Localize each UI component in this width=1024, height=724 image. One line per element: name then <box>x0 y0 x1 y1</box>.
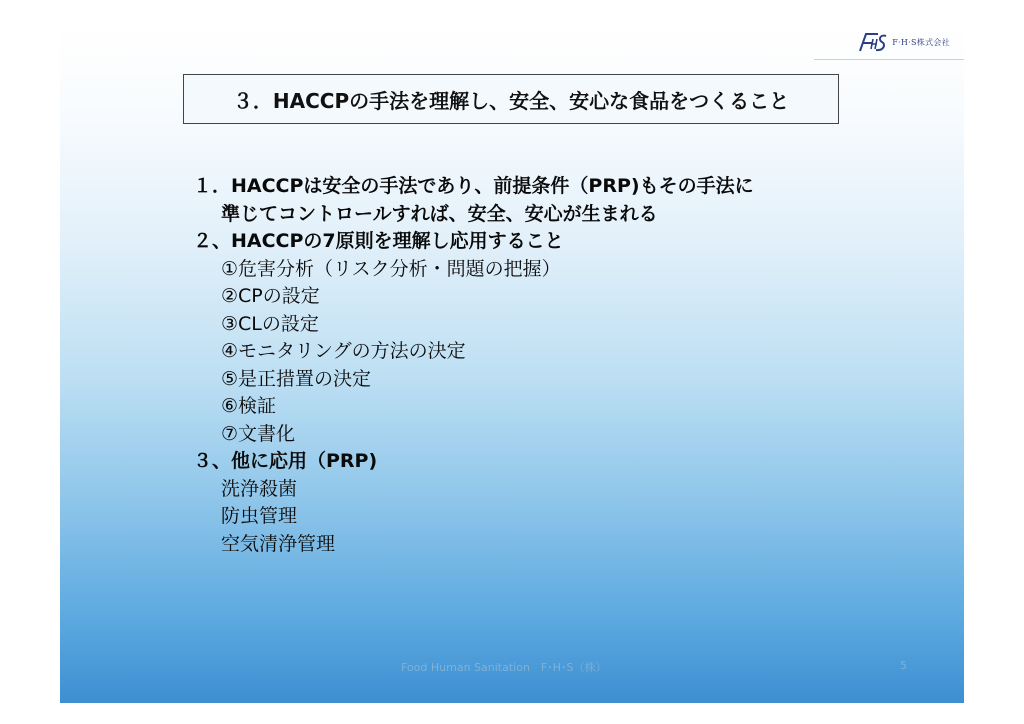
logo-text: F·H·S株式会社 <box>892 37 950 47</box>
principle-item: ②CPの設定 <box>221 285 320 307</box>
principle-item: ①危害分析（リスク分析・問題の把握） <box>221 257 561 280</box>
footer-text: Food Human Sanitation F･H･S（株） <box>401 661 607 674</box>
principle-item: ⑦文書化 <box>221 422 296 445</box>
principle-item: ⑥検証 <box>221 395 277 417</box>
fhs-logo-icon <box>858 31 888 53</box>
item-1-line-2: 準じてコントロールすれば、安全、安心が生まれる <box>221 202 658 225</box>
principle-item: ③CLの設定 <box>221 312 319 335</box>
principle-item: ④モニタリングの方法の決定 <box>221 340 466 362</box>
slide-content <box>193 173 933 558</box>
prp-example: 空気清浄管理 <box>221 532 336 555</box>
slide-title: ３．HACCPの手法を理解し、安全、安心な食品をつくること <box>232 88 790 113</box>
company-logo <box>858 31 950 53</box>
page-number: 5 <box>900 659 907 672</box>
item-1-line-1: １．HACCPは安全の手法であり、前提条件（PRP)もその手法に <box>193 175 754 197</box>
principle-item: ⑤是正措置の決定 <box>221 367 372 390</box>
slide-title-box <box>183 74 839 124</box>
prp-example: 防虫管理 <box>221 505 298 527</box>
slide-footer <box>60 659 964 679</box>
logo-underline <box>814 59 964 60</box>
item-2-heading: ２、HACCPの7原則を理解し応用すること <box>193 230 564 252</box>
prp-example: 洗浄殺菌 <box>221 477 298 500</box>
item-3-heading: ３、他に応用（PRP) <box>193 450 378 472</box>
slide <box>60 23 964 703</box>
